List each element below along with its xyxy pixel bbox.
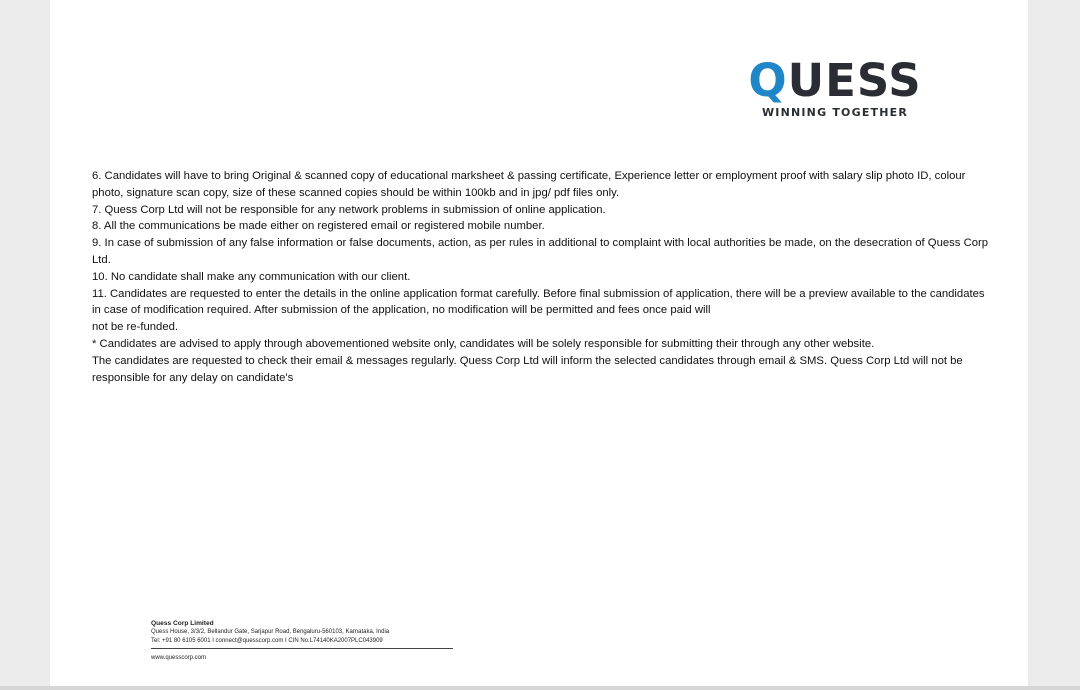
logo-tagline: WINNING TOGETHER bbox=[761, 106, 909, 119]
paragraph-8: 8. All the communications be made either on registered email or registered mobile number. bbox=[92, 220, 545, 233]
document-page bbox=[50, 0, 1028, 690]
paragraph-7: 7. Quess Corp Ltd will not be responsible for any network problems in submission of online application. bbox=[92, 203, 606, 216]
paragraph-6: 6. Candidates will have to bring Original & scanned copy of educational marksheet & passing certificate, Experience letter or employment proof with salary slip photo ID, colour photo, signature scan copy, size of these scanned copies should be within 100kb and in jpg/ pdf files only. bbox=[92, 170, 966, 199]
footer-website: www.quesscorp.com bbox=[151, 655, 207, 661]
next-page-edge bbox=[0, 686, 1080, 690]
footer-divider bbox=[151, 648, 453, 649]
logo-wordmark bbox=[748, 54, 921, 108]
paragraph-11: 11. Candidates are requested to enter the details in the online application format carefully. Before final submission of application, there will be a preview available to the candidates in case of modification required. After submission of the application, no modification will be permitted and fees once paid will bbox=[92, 287, 985, 317]
logo-letter-q: Q bbox=[748, 54, 788, 107]
logo-letters-uess: UESS bbox=[787, 54, 922, 107]
paragraph-9: 9. In case of submission of any false information or false documents, action, as per rules in additional to complaint with local authorities be made, on the desecration of Quess Corp Ltd. bbox=[92, 237, 989, 266]
quess-logo bbox=[740, 54, 930, 119]
footer-company-name: Quess Corp Limited bbox=[151, 620, 214, 627]
instructions-text bbox=[92, 168, 992, 386]
paragraph-advisory: * Candidates are advised to apply through abovementioned website only, candidates will be solely responsible for submitting their through any other website. bbox=[92, 337, 875, 350]
page-footer bbox=[151, 619, 456, 663]
paragraph-10: 10. No candidate shall make any communication with our client. bbox=[92, 270, 411, 283]
footer-address: Quess House, 3/3/2, Bellandur Gate, Sarjapur Road, Bengaluru-560103, Karnataka, India bbox=[151, 629, 390, 635]
paragraph-11-continued: not be re-funded. bbox=[92, 321, 179, 334]
paragraph-email-notice: The candidates are requested to check their email & messages regularly. Quess Corp Ltd will inform the selected candidates through email & SMS. Quess Corp Ltd will not be responsible for any delay on candidate's bbox=[92, 354, 963, 384]
footer-contact: Tel: +91 80 6105 6001 I connect@quesscorp.com I CIN No.L74140KA2007PLC043909 bbox=[151, 638, 383, 644]
